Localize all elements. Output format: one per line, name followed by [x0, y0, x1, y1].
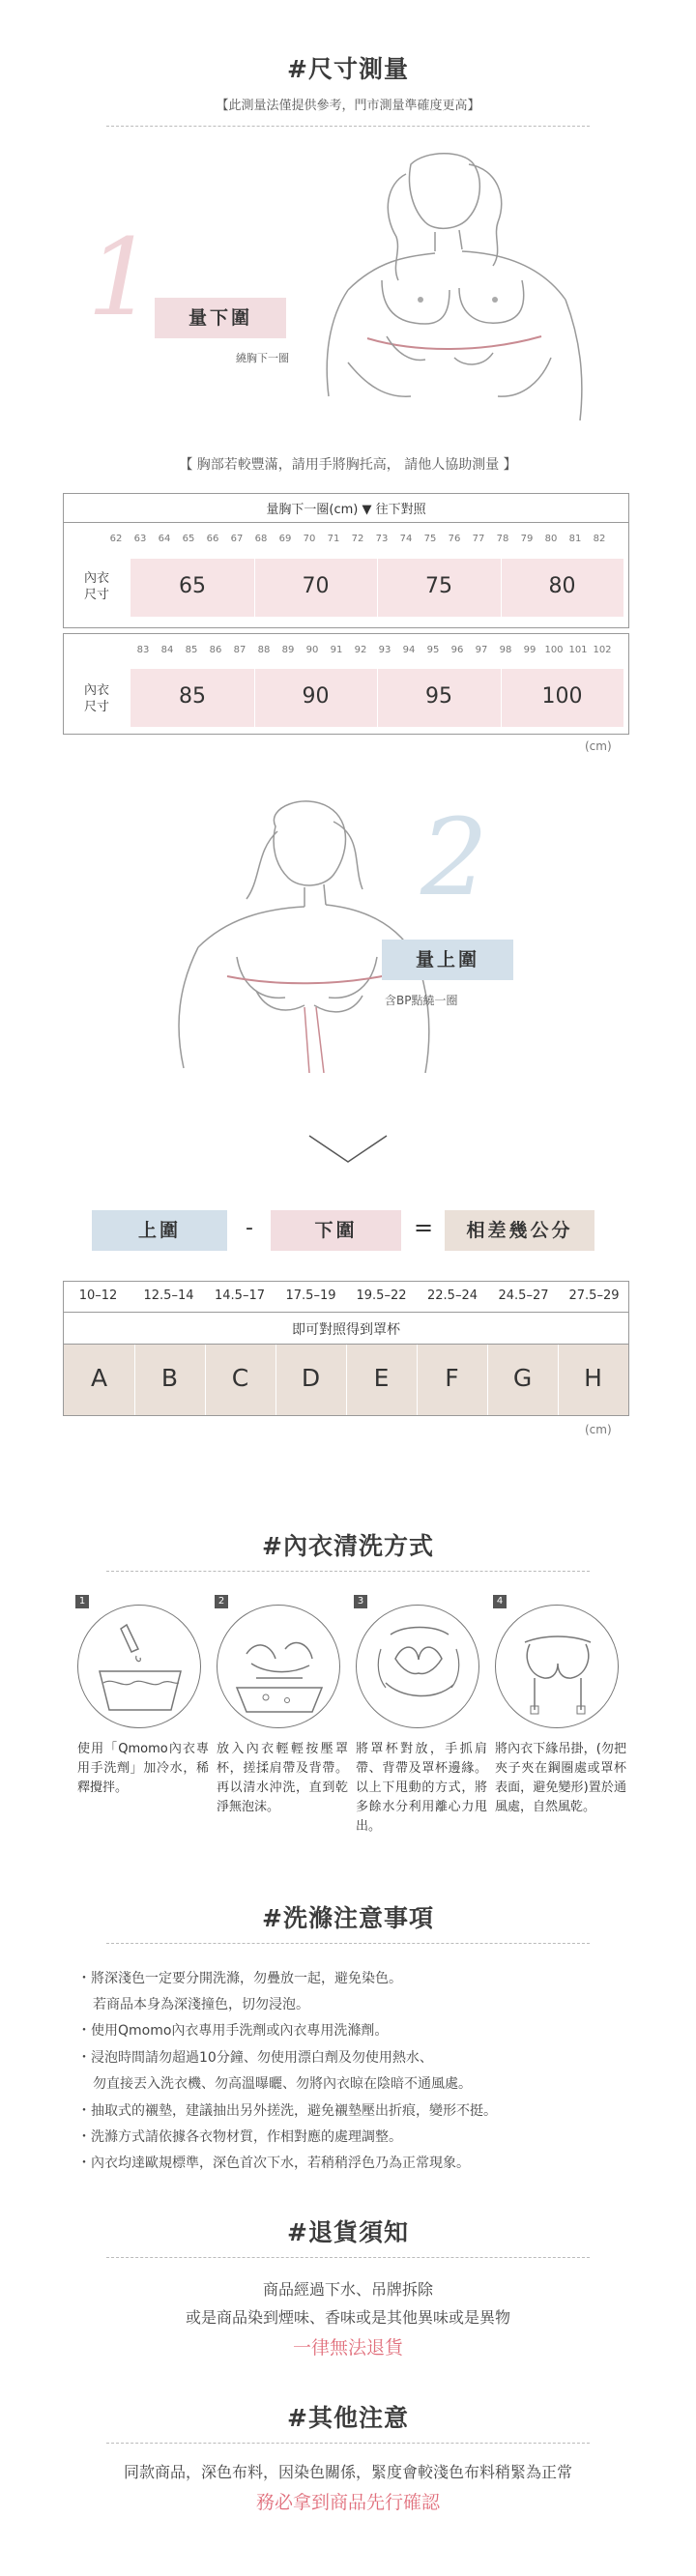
cup-letter-band — [64, 1345, 628, 1415]
wash-step-2-illustration — [217, 1605, 340, 1728]
size-value: 95 — [425, 684, 452, 709]
care-line: ・洗滌方式請依據各衣物材質，作相對應的處理調整。 — [77, 2129, 402, 2145]
size-value: 75 — [425, 574, 452, 598]
wash-title: #內衣清洗方式 — [262, 1532, 434, 1560]
care-title: #洗滌注意事項 — [262, 1904, 434, 1932]
table-divider — [63, 1312, 629, 1313]
wash-step-4-text: 將內衣下緣吊掛，(勿把夾子夾在鋼圈處或罩杯表面，避免變形)置於通風處，自然風乾。 — [495, 1742, 626, 1814]
tick: 90 — [305, 645, 319, 655]
wash-step-1-illustration — [77, 1605, 201, 1728]
tick: 86 — [209, 645, 222, 655]
bust-tag: 量上圍 — [382, 940, 513, 980]
returns-line-1: 商品經過下水、吊牌拆除 — [262, 2280, 433, 2299]
tick: 100 — [544, 645, 564, 655]
shake-dry-icon — [357, 1606, 480, 1729]
cup-range: 24.5–27 — [498, 1288, 549, 1303]
divider — [106, 126, 590, 127]
step-number-1: 1 — [87, 216, 155, 339]
wash-step-number: 3 — [354, 1595, 367, 1608]
hang-dry-icon — [496, 1606, 620, 1729]
divider — [106, 2257, 590, 2258]
table-header: 量胸下一圈(cm) ▼ 往下對照 — [266, 503, 426, 517]
row-label-size — [68, 570, 126, 603]
tick: 79 — [520, 534, 534, 544]
tick: 93 — [378, 645, 392, 655]
tick: 82 — [593, 534, 606, 544]
size-value: 85 — [179, 684, 206, 709]
tick: 98 — [499, 645, 512, 655]
row-label-size — [68, 682, 126, 715]
formula-upper: 上圍 — [92, 1210, 227, 1251]
divider — [106, 1943, 590, 1944]
cup-range: 12.5–14 — [143, 1288, 194, 1303]
tick: 87 — [233, 645, 246, 655]
tick: 70 — [303, 534, 316, 544]
cup-range: 19.5–22 — [356, 1288, 407, 1303]
tick: 74 — [399, 534, 413, 544]
size-value: 70 — [302, 574, 330, 598]
tick: 91 — [330, 645, 343, 655]
tick: 81 — [568, 534, 582, 544]
tick: 68 — [254, 534, 268, 544]
care-line: 勿直接丟入洗衣機、勿高溫曝曬、勿將內衣晾在陰暗不通風處。 — [93, 2076, 472, 2092]
cup-letter: F — [445, 1364, 459, 1392]
formula-lower: 下圍 — [271, 1210, 401, 1251]
tick: 62 — [109, 534, 123, 544]
cup-range: 27.5–29 — [568, 1288, 620, 1303]
tick: 65 — [182, 534, 195, 544]
wash-step-4-illustration — [495, 1605, 619, 1728]
care-line: ・浸泡時間請勿超過10分鐘、勿使用漂白劑及勿使用熱水、 — [77, 2050, 433, 2066]
unit-label: (cm) — [585, 1423, 612, 1436]
wash-step-number: 2 — [215, 1595, 228, 1608]
tick: 75 — [423, 534, 437, 544]
tick-row-2 — [126, 645, 628, 658]
tick: 69 — [278, 534, 292, 544]
tick: 78 — [496, 534, 509, 544]
measure-subtitle: 【此測量法僅提供參考，門市測量準確度更高】 — [216, 99, 480, 113]
tick: 94 — [402, 645, 416, 655]
formula-equals: = — [413, 1214, 434, 1241]
wash-step-number: 4 — [493, 1595, 507, 1608]
underbust-note: 繞胸下一圈 — [236, 352, 289, 364]
divider — [106, 1571, 590, 1572]
formula-result: 相差幾公分 — [445, 1210, 594, 1251]
cup-range: 17.5–19 — [285, 1288, 336, 1303]
cup-letter: E — [373, 1364, 390, 1392]
wash-step-2-text: 放入內衣輕輕按壓罩杯，搓揉肩帶及背帶。再以清水沖洗，直到乾淨無泡沫。 — [217, 1742, 348, 1814]
care-line: ・使用Qmomo內衣專用手洗劑或內衣專用洗滌劑。 — [77, 2023, 389, 2039]
chevron-down-icon — [304, 1131, 392, 1170]
tick: 73 — [375, 534, 389, 544]
tick: 63 — [133, 534, 147, 544]
cup-range: 14.5–17 — [215, 1288, 265, 1303]
care-line: ・抽取式的襯墊，建議抽出另外搓洗，避免襯墊壓出折痕，變形不挺。 — [77, 2103, 497, 2119]
size-value: 90 — [302, 684, 330, 709]
tick: 67 — [230, 534, 244, 544]
table-divider — [63, 522, 629, 523]
cup-caption: 即可對照得到罩杯 — [292, 1322, 400, 1338]
tick: 80 — [544, 534, 558, 544]
tick: 66 — [206, 534, 219, 544]
cup-range-row — [63, 1281, 629, 1312]
underbust-tag: 量下圍 — [155, 298, 286, 338]
cup-letter: C — [231, 1364, 249, 1392]
cup-range: 22.5–24 — [427, 1288, 478, 1303]
measure-bust-illustration — [169, 793, 440, 1073]
other-title: #其他注意 — [287, 2404, 409, 2432]
size-value: 65 — [179, 574, 206, 598]
cup-letter: B — [160, 1364, 179, 1392]
tick: 84 — [160, 645, 174, 655]
other-line-1: 同款商品，深色布料，因染色關係，緊度會較淺色布料稍緊為正常 — [123, 2463, 572, 2481]
tick: 99 — [523, 645, 536, 655]
row-label-a: 內衣 — [83, 683, 109, 698]
tick-row-1 — [97, 534, 619, 547]
size-value: 80 — [548, 574, 576, 598]
row-label-a: 內衣 — [83, 571, 109, 586]
other-warning: 務必拿到商品先行確認 — [255, 2492, 440, 2513]
size-value: 100 — [541, 684, 583, 709]
tick: 72 — [351, 534, 364, 544]
step-number-2: 2 — [420, 796, 488, 919]
tick: 71 — [327, 534, 340, 544]
measure-tip: 【 胸部若較豐滿，請用手將胸托高， 請他人協助測量 】 — [179, 457, 517, 473]
wash-step-3-illustration — [356, 1605, 479, 1728]
cup-letter: A — [90, 1364, 108, 1392]
tick: 96 — [450, 645, 464, 655]
tick: 102 — [593, 645, 612, 655]
cup-letter: H — [584, 1364, 602, 1392]
row-label-b: 尺寸 — [83, 588, 109, 602]
unit-label: (cm) — [585, 739, 612, 753]
measure-underbust-illustration — [290, 145, 609, 425]
tick: 101 — [568, 645, 588, 655]
care-line: ・內衣均達歐規標準，深色首次下水，若稍稍浮色乃為正常現象。 — [77, 2156, 470, 2171]
tick: 83 — [136, 645, 150, 655]
tick: 64 — [158, 534, 171, 544]
returns-title: #退貨須知 — [287, 2218, 409, 2246]
care-line: 若商品本身為深淺撞色，切勿浸泡。 — [93, 1997, 309, 2012]
tick: 95 — [426, 645, 440, 655]
returns-line-2: 或是商品染到煙味、香味或是其他異味或是異物 — [185, 2308, 510, 2327]
wash-step-number: 1 — [75, 1595, 89, 1608]
tick: 89 — [281, 645, 295, 655]
cup-letter: D — [301, 1364, 321, 1392]
cup-range: 10–12 — [78, 1288, 118, 1303]
tick: 88 — [257, 645, 271, 655]
basin-icon — [78, 1606, 202, 1729]
tick: 76 — [448, 534, 461, 544]
bust-note: 含BP點繞一圈 — [385, 994, 458, 1007]
cup-letter: G — [512, 1364, 533, 1392]
tick: 77 — [472, 534, 485, 544]
measure-title: #尺寸測量 — [287, 55, 409, 83]
care-line: ・將深淺色一定要分開洗滌，勿疊放一起，避免染色。 — [77, 1971, 402, 1986]
tick: 85 — [185, 645, 198, 655]
row-label-b: 尺寸 — [83, 700, 109, 714]
divider — [106, 2443, 590, 2444]
tick: 92 — [354, 645, 367, 655]
formula-minus: - — [246, 1216, 253, 1240]
wash-step-1-text: 使用「Qmomo內衣專用手洗劑」加冷水，稀釋攪拌。 — [77, 1742, 209, 1795]
returns-warning: 一律無法退貨 — [292, 2337, 403, 2359]
tick: 97 — [475, 645, 488, 655]
hand-wash-icon — [218, 1606, 341, 1729]
wash-step-3-text: 將罩杯對放，手抓肩帶、背帶及罩杯邊緣。以上下甩動的方式，將多餘水分利用離心力甩出。 — [356, 1742, 487, 1834]
